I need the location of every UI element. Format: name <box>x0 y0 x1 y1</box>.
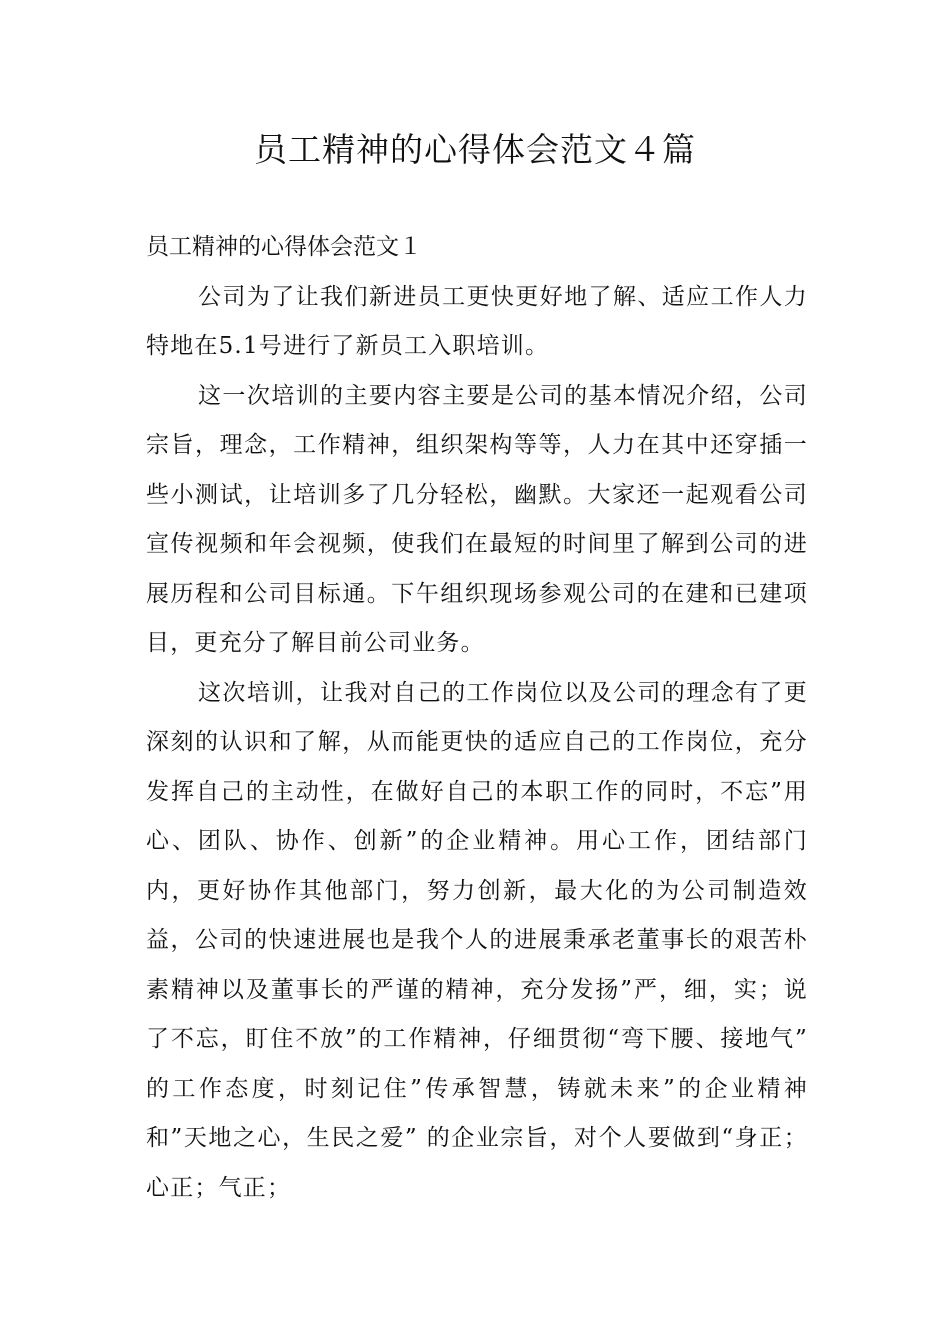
section-heading: 员工精神的心得体会范文１ <box>146 234 422 260</box>
paragraph-3: 这次培训，让我对自己的工作岗位以及公司的理念有了更深刻的认识和了解，从而能更快的适应自己的工作岗位，充分发挥自己的主动性，在做好自己的本职工作的同时，不忘”用心、团队、协作、创新”的企业精神。用心工作，团结部门内，更好协作其他部门，努力创新，最大化的为公司制造效益，公司的快速进展也是我个人的进展秉承老董事长的艰苦朴素精神以及董事长的严谨的精神，充分发扬”严，细，实；说了不忘，盯住不放”的工作精神，仔细贯彻“弯下腰、接地气” 的工作态度，时刻记住”传承智慧，铸就未来”的企业精神和”天地之心，生民之爱” 的企业宗旨，对个人要做到“身正；心正；气正； <box>146 679 808 1201</box>
document-title: 员工精神的心得体会范文４篇 <box>254 130 696 169</box>
paragraph-2: 这一次培训的主要内容主要是公司的基本情况介绍，公司宗旨，理念，工作精神，组织架构等等，人力在其中还穿插一些小测试，让培训多了几分轻松，幽默。大家还一起观看公司宣传视频和年会视频，使我们在最短的时间里了解到公司的进展历程和公司目标通。下午组织现场参观公司的在建和已建项目，更充分了解目前公司业务。 <box>146 382 808 656</box>
document-body <box>146 223 808 1213</box>
paragraph-1: 公司为了让我们新进员工更快更好地了解、适应工作人力特地在5.1号进行了新员工入职培训。 <box>146 283 808 359</box>
